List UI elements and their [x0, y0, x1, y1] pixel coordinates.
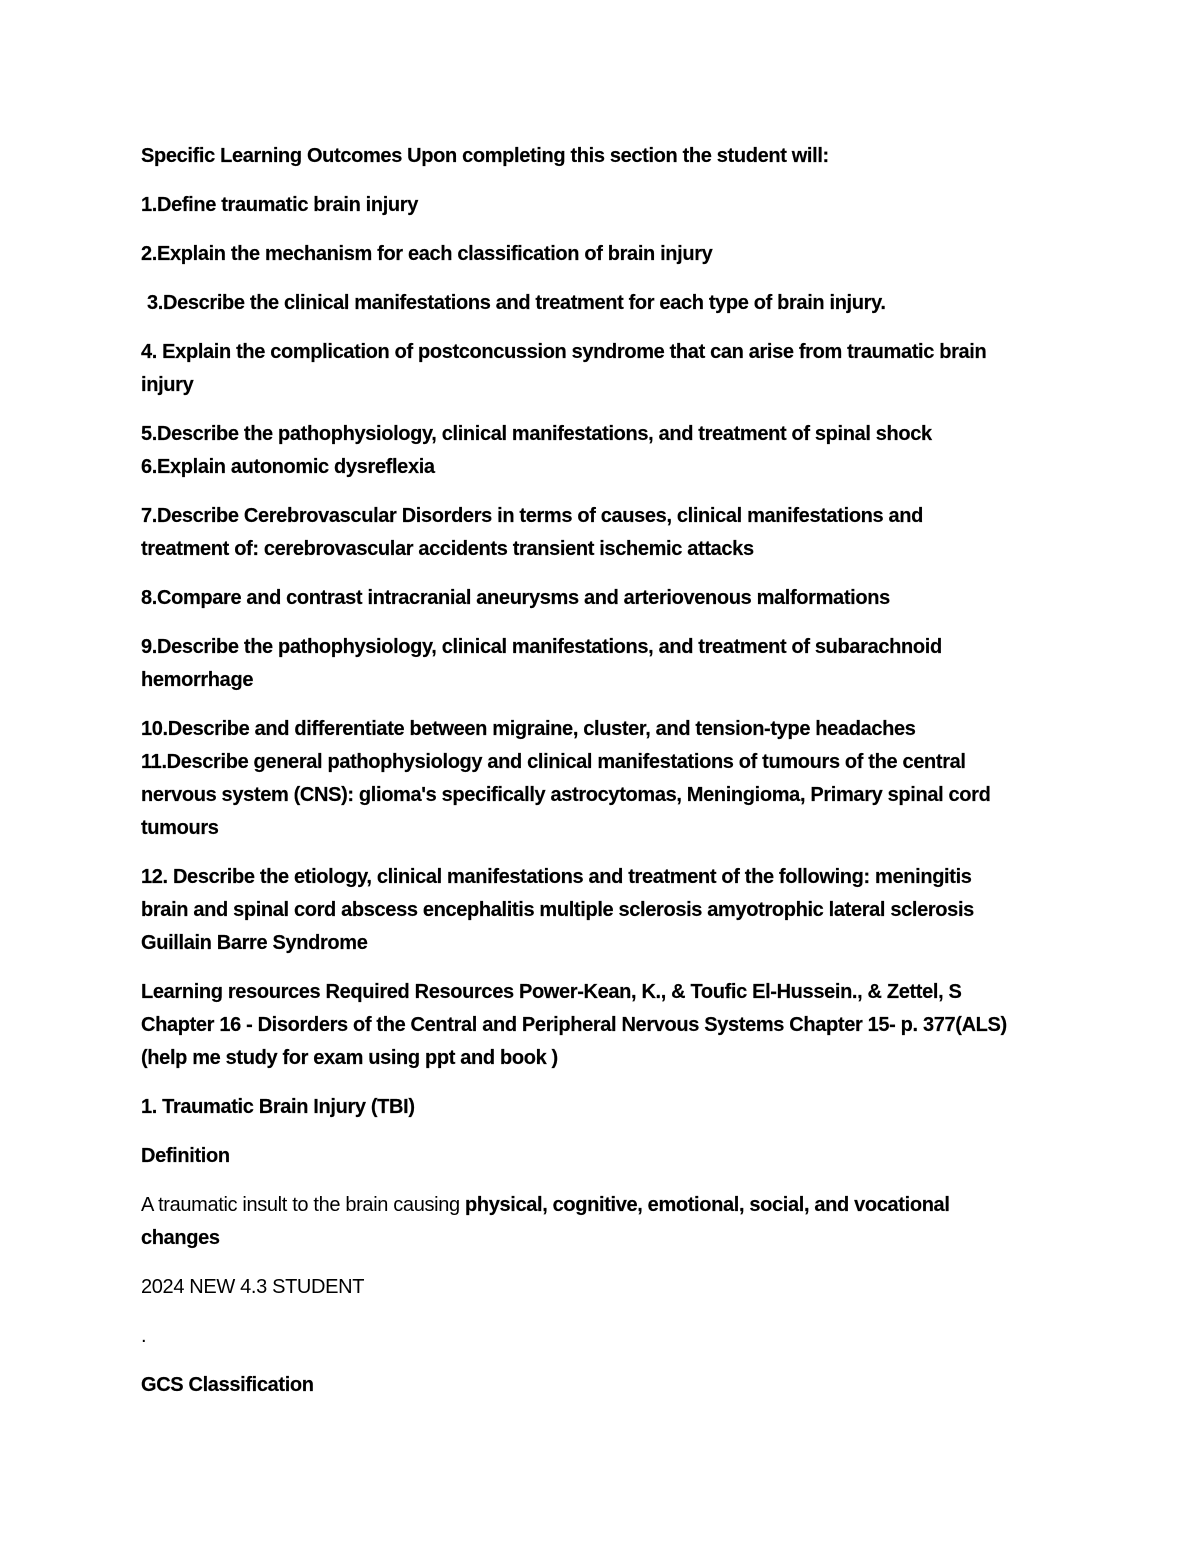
- text-line: nervous system (CNS): glioma's specifically astrocytomas, Meningioma, Primary spinal cord: [141, 784, 991, 806]
- text-line: injury: [141, 374, 194, 396]
- document-body: [141, 140, 1056, 1418]
- outcome-3: [141, 287, 1056, 320]
- text-line: Specific Learning Outcomes Upon completing this section the student will:: [141, 145, 829, 167]
- text-line: .: [141, 1325, 147, 1347]
- text-line: hemorrhage: [141, 669, 254, 691]
- outcome-2: [141, 238, 1056, 271]
- text-line: GCS Classification: [141, 1374, 314, 1396]
- text-line: tumours: [141, 817, 219, 839]
- text-line: 5.Describe the pathophysiology, clinical manifestations, and treatment of spinal shock: [141, 423, 932, 445]
- text-line: Chapter 16 - Disorders of the Central and Peripheral Nervous Systems Chapter 15- p. 377(ALS): [141, 1014, 1007, 1036]
- definition-text: [141, 1189, 1056, 1255]
- text-line: Learning resources Required Resources Power-Kean, K., & Toufic El-Hussein., & Zettel, S: [141, 981, 962, 1003]
- outcome-12: [141, 861, 1056, 960]
- outcome-9: [141, 631, 1056, 697]
- text-line: 1.Define traumatic brain injury: [141, 194, 419, 216]
- definition-prefix: A traumatic insult to the brain causing: [141, 1194, 465, 1216]
- text-line: 6.Explain autonomic dysreflexia: [141, 456, 435, 478]
- section-intro: [141, 140, 1056, 173]
- text-line: 9.Describe the pathophysiology, clinical manifestations, and treatment of subarachnoid: [141, 636, 942, 658]
- definition-emphasis: physical, cognitive, emotional, social, and vocational: [464, 1194, 950, 1216]
- gcs-heading: [141, 1369, 1056, 1402]
- text-line: 2024 NEW 4.3 STUDENT: [141, 1276, 365, 1298]
- text-line: 3.Describe the clinical manifestations and treatment for each type of brain injury.: [147, 292, 886, 314]
- outcome-7: [141, 500, 1056, 566]
- text-line: brain and spinal cord abscess encephalitis multiple sclerosis amyotrophic lateral sclerosis: [141, 899, 974, 921]
- text-line: (help me study for exam using ppt and book ): [141, 1047, 558, 1069]
- text-line: 11.Describe general pathophysiology and clinical manifestations of tumours of the central: [141, 751, 966, 773]
- outcome-10-11: [141, 713, 1056, 845]
- outcome-5-6: [141, 418, 1056, 484]
- section-heading-tbi: [141, 1091, 1056, 1124]
- text-line: Definition: [141, 1145, 230, 1167]
- outcome-1: [141, 189, 1056, 222]
- text-line: 10.Describe and differentiate between migraine, cluster, and tension-type headaches: [141, 718, 916, 740]
- text-line: 7.Describe Cerebrovascular Disorders in terms of causes, clinical manifestations and: [141, 505, 924, 527]
- text-line: changes: [141, 1227, 220, 1249]
- definition-heading: [141, 1140, 1056, 1173]
- text-line: 12. Describe the etiology, clinical manifestations and treatment of the following: meningitis: [141, 866, 972, 888]
- text-line: 4. Explain the complication of postconcussion syndrome that can arise from traumatic brain: [141, 341, 987, 363]
- dot-line: [141, 1320, 1056, 1353]
- text-line: 8.Compare and contrast intracranial aneurysms and arteriovenous malformations: [141, 587, 890, 609]
- text-line: Guillain Barre Syndrome: [141, 932, 368, 954]
- text-line: 1. Traumatic Brain Injury (TBI): [141, 1096, 415, 1118]
- outcome-4: [141, 336, 1056, 402]
- learning-resources: [141, 976, 1056, 1075]
- text-line: [141, 1189, 1056, 1222]
- text-line: 2.Explain the mechanism for each classification of brain injury: [141, 243, 713, 265]
- text-line: treatment of: cerebrovascular accidents transient ischemic attacks: [141, 538, 754, 560]
- watermark-note: [141, 1271, 1056, 1304]
- outcome-8: [141, 582, 1056, 615]
